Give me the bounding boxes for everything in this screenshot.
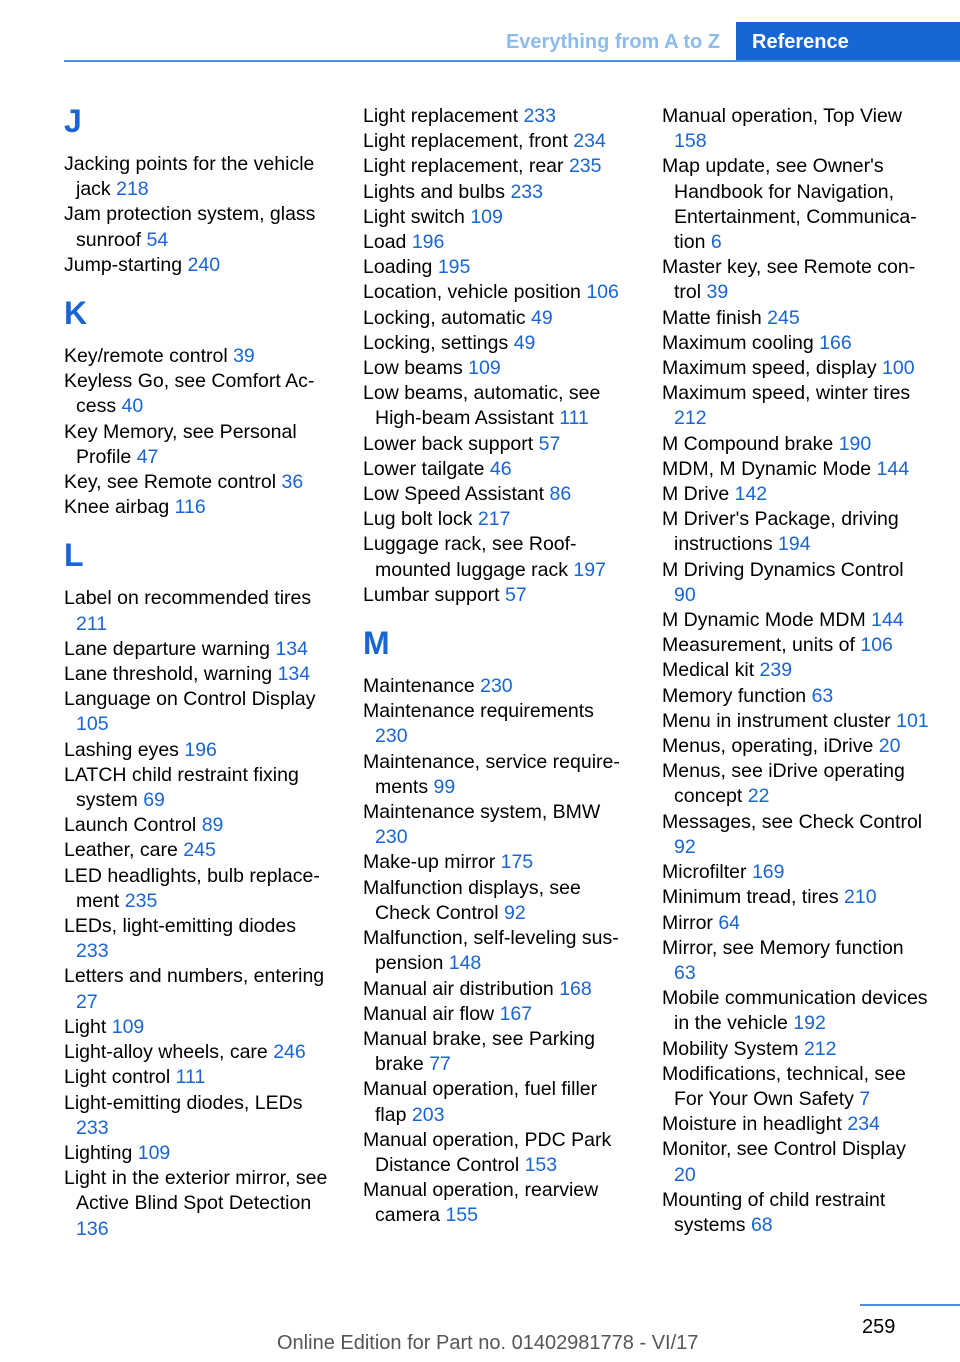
index-entry-text: Moisture in headlight (662, 1113, 842, 1136)
index-entry-text: Keyless Go, see Comfort Access (64, 370, 315, 418)
index-entry (363, 280, 631, 305)
index-entry (363, 1178, 631, 1228)
index-entry-text: Light-alloy wheels, care (64, 1041, 268, 1064)
index-entry-text: Light switch (363, 205, 465, 228)
index-entry-text: Maintenance, service requirements (363, 750, 620, 798)
index-entry-text: Light replacement, front (363, 130, 568, 153)
index-entry-text: Label on recommended tires (64, 587, 312, 610)
page-link[interactable]: 233 (523, 105, 556, 127)
page-link[interactable]: 148 (448, 952, 482, 975)
index-entry-text: Manual operation, rearview camera (363, 1179, 599, 1227)
index-entry-text: Letters and numbers, entering (64, 965, 325, 988)
index-entry (363, 180, 631, 205)
index-entry (662, 885, 930, 910)
index-entry (64, 914, 332, 964)
index-entry-text: Manual operation, fuel filler flap (363, 1078, 598, 1126)
index-entry (64, 1141, 332, 1166)
index-entry (64, 495, 332, 520)
index-letter-heading: L (64, 537, 84, 574)
index-column-1 (64, 104, 332, 1242)
page-link[interactable]: 235 (124, 889, 158, 912)
index-entry (662, 331, 930, 356)
page-link[interactable]: 240 (187, 253, 221, 276)
index-entry (662, 154, 930, 255)
page-link[interactable]: 233 (76, 1116, 109, 1139)
index-entry-text: Monitor, see Control Display (662, 1138, 906, 1161)
index-entry (662, 684, 930, 709)
page-link[interactable]: 230 (375, 826, 408, 849)
index-entry-text: Launch Control (64, 814, 197, 837)
index-entry (363, 381, 631, 431)
index-entry-text: LEDs, light-emitting diodes (64, 915, 296, 938)
index-entry-text: Lighting (64, 1141, 133, 1164)
index-entry (64, 253, 332, 278)
index-entry (662, 986, 930, 1036)
index-entry (363, 356, 631, 381)
index-entry-text: Lower back support (363, 432, 534, 455)
index-entry-text: MDM, M Dynamic Mode (662, 457, 872, 480)
index-entry (64, 738, 332, 763)
page-link[interactable]: 196 (184, 738, 217, 761)
index-entry-text: Maintenance system, BMW (363, 801, 601, 824)
index-entry-text: Manual air distribution (363, 977, 554, 1000)
page-link[interactable]: 36 (281, 471, 304, 494)
index-entry (64, 763, 332, 813)
index-entry (662, 1062, 930, 1112)
index-entry (64, 662, 332, 687)
index-entry-text: Lashing eyes (64, 738, 179, 761)
index-entry (363, 1128, 631, 1178)
index-entry (662, 104, 930, 154)
index-entry (662, 734, 930, 759)
index-entry-text: Master key, see Remote control (662, 256, 916, 304)
index-entry (363, 1027, 631, 1077)
index-entry (64, 586, 332, 636)
footer-divider (860, 1304, 960, 1306)
index-entry (662, 306, 930, 331)
index-entry-text: Modifications, technical, see For Your Own Safety (662, 1062, 906, 1110)
index-entry-text: Maximum speed, winter tires (662, 382, 911, 405)
index-entry-text: Load (363, 231, 407, 254)
index-entry (363, 154, 631, 179)
index-entry-text: Lumbar support (363, 583, 500, 606)
index-entry (64, 1040, 332, 1065)
index-entry (64, 1166, 332, 1242)
page-link[interactable]: 166 (819, 331, 852, 354)
index-entry (363, 507, 631, 532)
page-link[interactable]: 7 (859, 1087, 871, 1110)
index-entry (363, 331, 631, 356)
index-entry (363, 532, 631, 582)
page-link[interactable]: 116 (174, 496, 206, 519)
index-entry-text: Lug bolt lock (363, 508, 473, 531)
page-link[interactable]: 92 (674, 835, 696, 858)
page-number: 259 (862, 1316, 896, 1338)
page-link[interactable]: 144 (871, 609, 904, 632)
index-entry-text: Lights and bulbs (363, 180, 506, 203)
index-entry (662, 633, 930, 658)
index-entry-text: Map update, see Owner's Handbook for Navigation, Entertainment, Communication (662, 155, 917, 254)
index-entry-text: Maximum cooling (662, 331, 814, 354)
index-entry (662, 936, 930, 986)
index-entry (662, 759, 930, 809)
index-entry (662, 608, 930, 633)
index-entry (662, 911, 930, 936)
page-link[interactable]: 57 (505, 583, 527, 606)
index-entry-text: Mirror, see Memory function (662, 936, 904, 959)
index-column-2 (363, 104, 631, 1229)
index-entry (662, 810, 930, 860)
page-link[interactable]: 111 (175, 1066, 206, 1089)
section-title: Everything from A to Z (505, 30, 721, 53)
page-link[interactable]: 210 (844, 886, 877, 909)
page-link[interactable]: 106 (586, 281, 619, 304)
index-entry-text: M Driving Dynamics Control (662, 558, 904, 581)
page-link[interactable]: 49 (531, 306, 553, 329)
page-link[interactable]: 101 (896, 709, 929, 732)
index-entry-text: Messages, see Check Control (662, 810, 923, 833)
page-link[interactable]: 153 (524, 1153, 558, 1176)
page-link[interactable]: 217 (477, 508, 511, 531)
page-link[interactable]: 167 (499, 1002, 533, 1025)
index-entry (64, 1015, 332, 1040)
index-entry-text: M Compound brake (662, 432, 834, 455)
index-entry (64, 369, 332, 419)
page-link[interactable]: 20 (674, 1163, 696, 1186)
index-entry (64, 470, 332, 495)
index-entry-text: Lane departure warning (64, 637, 270, 660)
page-link[interactable]: 68 (750, 1213, 773, 1236)
page-link[interactable]: 134 (277, 663, 311, 686)
page-link[interactable]: 99 (433, 775, 456, 798)
index-entry (64, 813, 332, 838)
index-entry (363, 205, 631, 230)
index-entry (363, 104, 631, 129)
page-link[interactable]: 234 (573, 130, 606, 153)
page-link[interactable]: 211 (76, 612, 108, 635)
page-link[interactable]: 212 (674, 407, 707, 430)
page-link[interactable]: 203 (411, 1103, 445, 1126)
index-entry (363, 230, 631, 255)
index-entry-text: Memory function (662, 684, 807, 707)
index-entry (64, 420, 332, 470)
page-link[interactable]: 86 (549, 483, 572, 506)
index-entry-text: Manual brake, see Parking brake (363, 1027, 595, 1076)
index-entry (662, 457, 930, 482)
page-link[interactable]: 134 (275, 637, 308, 660)
index-entry (64, 964, 332, 1014)
index-entry-text: Malfunction, self-leveling suspension (363, 927, 619, 975)
index-entry (662, 709, 930, 734)
page-link[interactable]: 57 (538, 432, 561, 455)
page-link[interactable]: 39 (706, 281, 729, 304)
page-link[interactable]: 106 (860, 634, 893, 657)
reference-tab: Reference (736, 22, 960, 62)
page-link[interactable]: 27 (76, 990, 98, 1013)
index-entry-text: Maintenance requirements (363, 700, 594, 723)
index-entry-text: Key/remote control (64, 345, 228, 368)
page-link[interactable]: 234 (847, 1113, 880, 1136)
page-link[interactable]: 100 (882, 357, 915, 380)
page-link[interactable]: 142 (734, 483, 768, 506)
index-entry (363, 583, 631, 608)
page-link[interactable]: 22 (747, 785, 770, 808)
page-link[interactable]: 212 (803, 1037, 837, 1060)
page-link[interactable]: 49 (513, 331, 536, 354)
index-entry-text: Key, see Remote control (64, 471, 277, 494)
index-entry (64, 202, 332, 252)
index-entry-text: Menus, operating, iDrive (662, 735, 874, 758)
page-link[interactable]: 175 (500, 851, 534, 874)
index-entry (662, 658, 930, 683)
index-entry-text: LATCH child restraint fixing system (64, 763, 299, 812)
index-entry (363, 306, 631, 331)
index-entry (662, 432, 930, 457)
index-entry-text: Light in the exterior mirror, see Active Blind Spot Detection (64, 1167, 328, 1215)
index-entry-text: Mobility System (662, 1037, 799, 1060)
index-entry (363, 699, 631, 749)
index-entry-text: M Dynamic Mode MDM (662, 609, 866, 632)
index-letter-heading: K (64, 295, 88, 332)
page-link[interactable]: 109 (470, 205, 503, 228)
page-link[interactable]: 235 (568, 155, 602, 178)
index-entry (64, 687, 332, 737)
page-link[interactable]: 54 (146, 228, 169, 251)
index-entry-text: Matte finish (662, 306, 762, 329)
page-link[interactable]: 155 (445, 1204, 478, 1227)
index-entry-text: Make-up mirror (363, 851, 496, 874)
page-link[interactable]: 92 (503, 901, 526, 924)
page-link[interactable]: 169 (751, 861, 785, 884)
index-entry-text: Manual air flow (363, 1002, 495, 1025)
index-entry (662, 558, 930, 608)
index-entry (662, 381, 930, 431)
index-entry-text: Light replacement (363, 105, 519, 127)
page-link[interactable]: 20 (878, 735, 901, 758)
index-entry-text: M Driver's Package, driving instructions (662, 508, 899, 556)
index-entry-text: Microfilter (662, 861, 747, 884)
index-entry-text: Measurement, units of (662, 634, 855, 657)
index-entry (662, 1188, 930, 1238)
index-entry-text: Mobile communication devices in the vehicle (662, 987, 928, 1035)
index-entry-text: Jump-starting (64, 253, 183, 276)
page-link[interactable]: 245 (183, 839, 216, 862)
page-link[interactable]: 109 (468, 357, 501, 380)
page-link[interactable]: 230 (480, 675, 513, 698)
page-link[interactable]: 195 (437, 256, 471, 279)
index-letter-heading: M (363, 625, 390, 662)
index-entry-text: Mirror (662, 911, 713, 934)
index-entry-text: Menu in instrument cluster (662, 709, 891, 732)
index-entry (363, 926, 631, 976)
index-entry (363, 750, 631, 800)
index-entry (363, 876, 631, 926)
page-link[interactable]: 246 (273, 1041, 306, 1064)
index-entry (64, 838, 332, 863)
index-entry-text: Knee airbag (64, 496, 170, 519)
page-link[interactable]: 63 (674, 961, 696, 984)
index-entry (64, 1091, 332, 1141)
index-entry-text: Light-emitting diodes, LEDs (64, 1091, 303, 1114)
page-link[interactable]: 40 (121, 395, 144, 418)
page-link[interactable]: 136 (76, 1217, 109, 1240)
index-entry-text: Light control (64, 1066, 171, 1089)
page-link[interactable]: 47 (136, 445, 159, 468)
index-entry-text: Low Speed Assistant (363, 483, 545, 506)
page-link[interactable]: 230 (375, 725, 408, 748)
index-entry-text: Locking, automatic (363, 306, 526, 329)
index-entry-text: Maximum speed, display (662, 357, 877, 380)
index-entry (662, 356, 930, 381)
index-entry (363, 977, 631, 1002)
index-entry-text: Mounting of child restraint systems (662, 1188, 886, 1236)
index-entry (64, 864, 332, 914)
page-link[interactable]: 233 (76, 940, 109, 963)
index-entry-text: Manual operation, Top View (662, 105, 902, 127)
index-entry-text: Luggage rack, see Roof-mounted luggage rack (363, 533, 577, 581)
index-entry-text: Location, vehicle position (363, 281, 581, 304)
index-column-3 (662, 104, 930, 1238)
index-entry-text: Manual operation, PDC Park Distance Control (363, 1128, 612, 1176)
page-link[interactable]: 77 (429, 1053, 451, 1076)
index-entry (363, 457, 631, 482)
index-entry (363, 255, 631, 280)
page-link[interactable]: 63 (811, 684, 834, 707)
index-entry (64, 1065, 332, 1090)
index-entry (363, 850, 631, 875)
page-link[interactable]: 109 (137, 1141, 171, 1164)
index-entry (64, 637, 332, 662)
index-entry (64, 152, 332, 202)
index-entry-text: Malfunction displays, see Check Control (363, 876, 581, 924)
index-entry (662, 860, 930, 885)
page-link[interactable]: 158 (674, 130, 707, 153)
index-entry-text: Lower tailgate (363, 457, 485, 480)
page-link[interactable]: 64 (718, 911, 741, 934)
index-entry (363, 482, 631, 507)
index-entry (363, 129, 631, 154)
edition-footer: Online Edition for Part no. 01402981778 - VI/17 (277, 1332, 699, 1354)
index-entry-text: Jacking points for the vehicle jack (64, 153, 315, 201)
page-link[interactable]: 6 (710, 231, 722, 254)
index-entry-text: Loading (363, 256, 433, 279)
index-entry-text: Key Memory, see Personal Profile (64, 420, 297, 468)
index-entry (662, 482, 930, 507)
index-entry-text: Low beams, automatic, see High-beam Assistant (363, 382, 601, 430)
page-link[interactable]: 218 (116, 178, 149, 201)
index-entry-text: Leather, care (64, 839, 178, 862)
index-entry-text: Medical kit (662, 659, 755, 682)
index-entry-text: Lane threshold, warning (64, 663, 273, 686)
index-entry (363, 1002, 631, 1027)
page-link[interactable]: 90 (674, 583, 696, 606)
page-link[interactable]: 46 (489, 457, 512, 480)
page-link[interactable]: 144 (876, 457, 910, 480)
index-entry-text: Maintenance (363, 675, 475, 698)
page-link[interactable]: 168 (559, 977, 592, 1000)
index-entry-text: Jam protection system, glass sunroof (64, 203, 316, 251)
index-entry (662, 1037, 930, 1062)
index-entry (363, 432, 631, 457)
index-entry-text: Locking, settings (363, 331, 509, 354)
index-entry (662, 255, 930, 305)
index-entry (662, 1112, 930, 1137)
page-link[interactable]: 89 (201, 814, 224, 837)
header-tabs (490, 22, 960, 62)
page-link[interactable]: 245 (767, 306, 800, 329)
index-entry-text: Low beams (363, 357, 463, 380)
page-link[interactable]: 111 (559, 407, 589, 430)
header-divider (64, 60, 960, 62)
index-entry-text: Minimum tread, tires (662, 886, 839, 909)
index-entry (363, 800, 631, 850)
index-letter-heading: J (64, 103, 82, 139)
page-link[interactable]: 196 (411, 231, 445, 254)
index-entry-text: Language on Control Display (64, 688, 316, 711)
page-link[interactable]: 197 (573, 558, 606, 581)
index-entry-text: Menus, see iDrive operating concept (662, 760, 905, 808)
page-link[interactable]: 39 (233, 345, 255, 368)
index-entry-text: LED headlights, bulb replacement (64, 864, 320, 912)
index-entry (363, 674, 631, 699)
index-entry-text: M Drive (662, 483, 730, 506)
page-link[interactable]: 233 (510, 180, 543, 203)
page-link[interactable]: 69 (143, 789, 165, 812)
page-link[interactable]: 109 (111, 1015, 145, 1038)
index-entry (64, 344, 332, 369)
page-link[interactable]: 239 (759, 659, 793, 682)
index-entry-text: Light (64, 1015, 107, 1038)
page-link[interactable]: 194 (778, 533, 811, 556)
index-entry (363, 1077, 631, 1127)
index-entry (662, 1137, 930, 1187)
index-entry (662, 507, 930, 557)
index-entry-text: Light replacement, rear (363, 155, 564, 178)
page-link[interactable]: 190 (838, 432, 872, 455)
page-link[interactable]: 105 (76, 713, 109, 736)
page-link[interactable]: 192 (793, 1012, 826, 1035)
